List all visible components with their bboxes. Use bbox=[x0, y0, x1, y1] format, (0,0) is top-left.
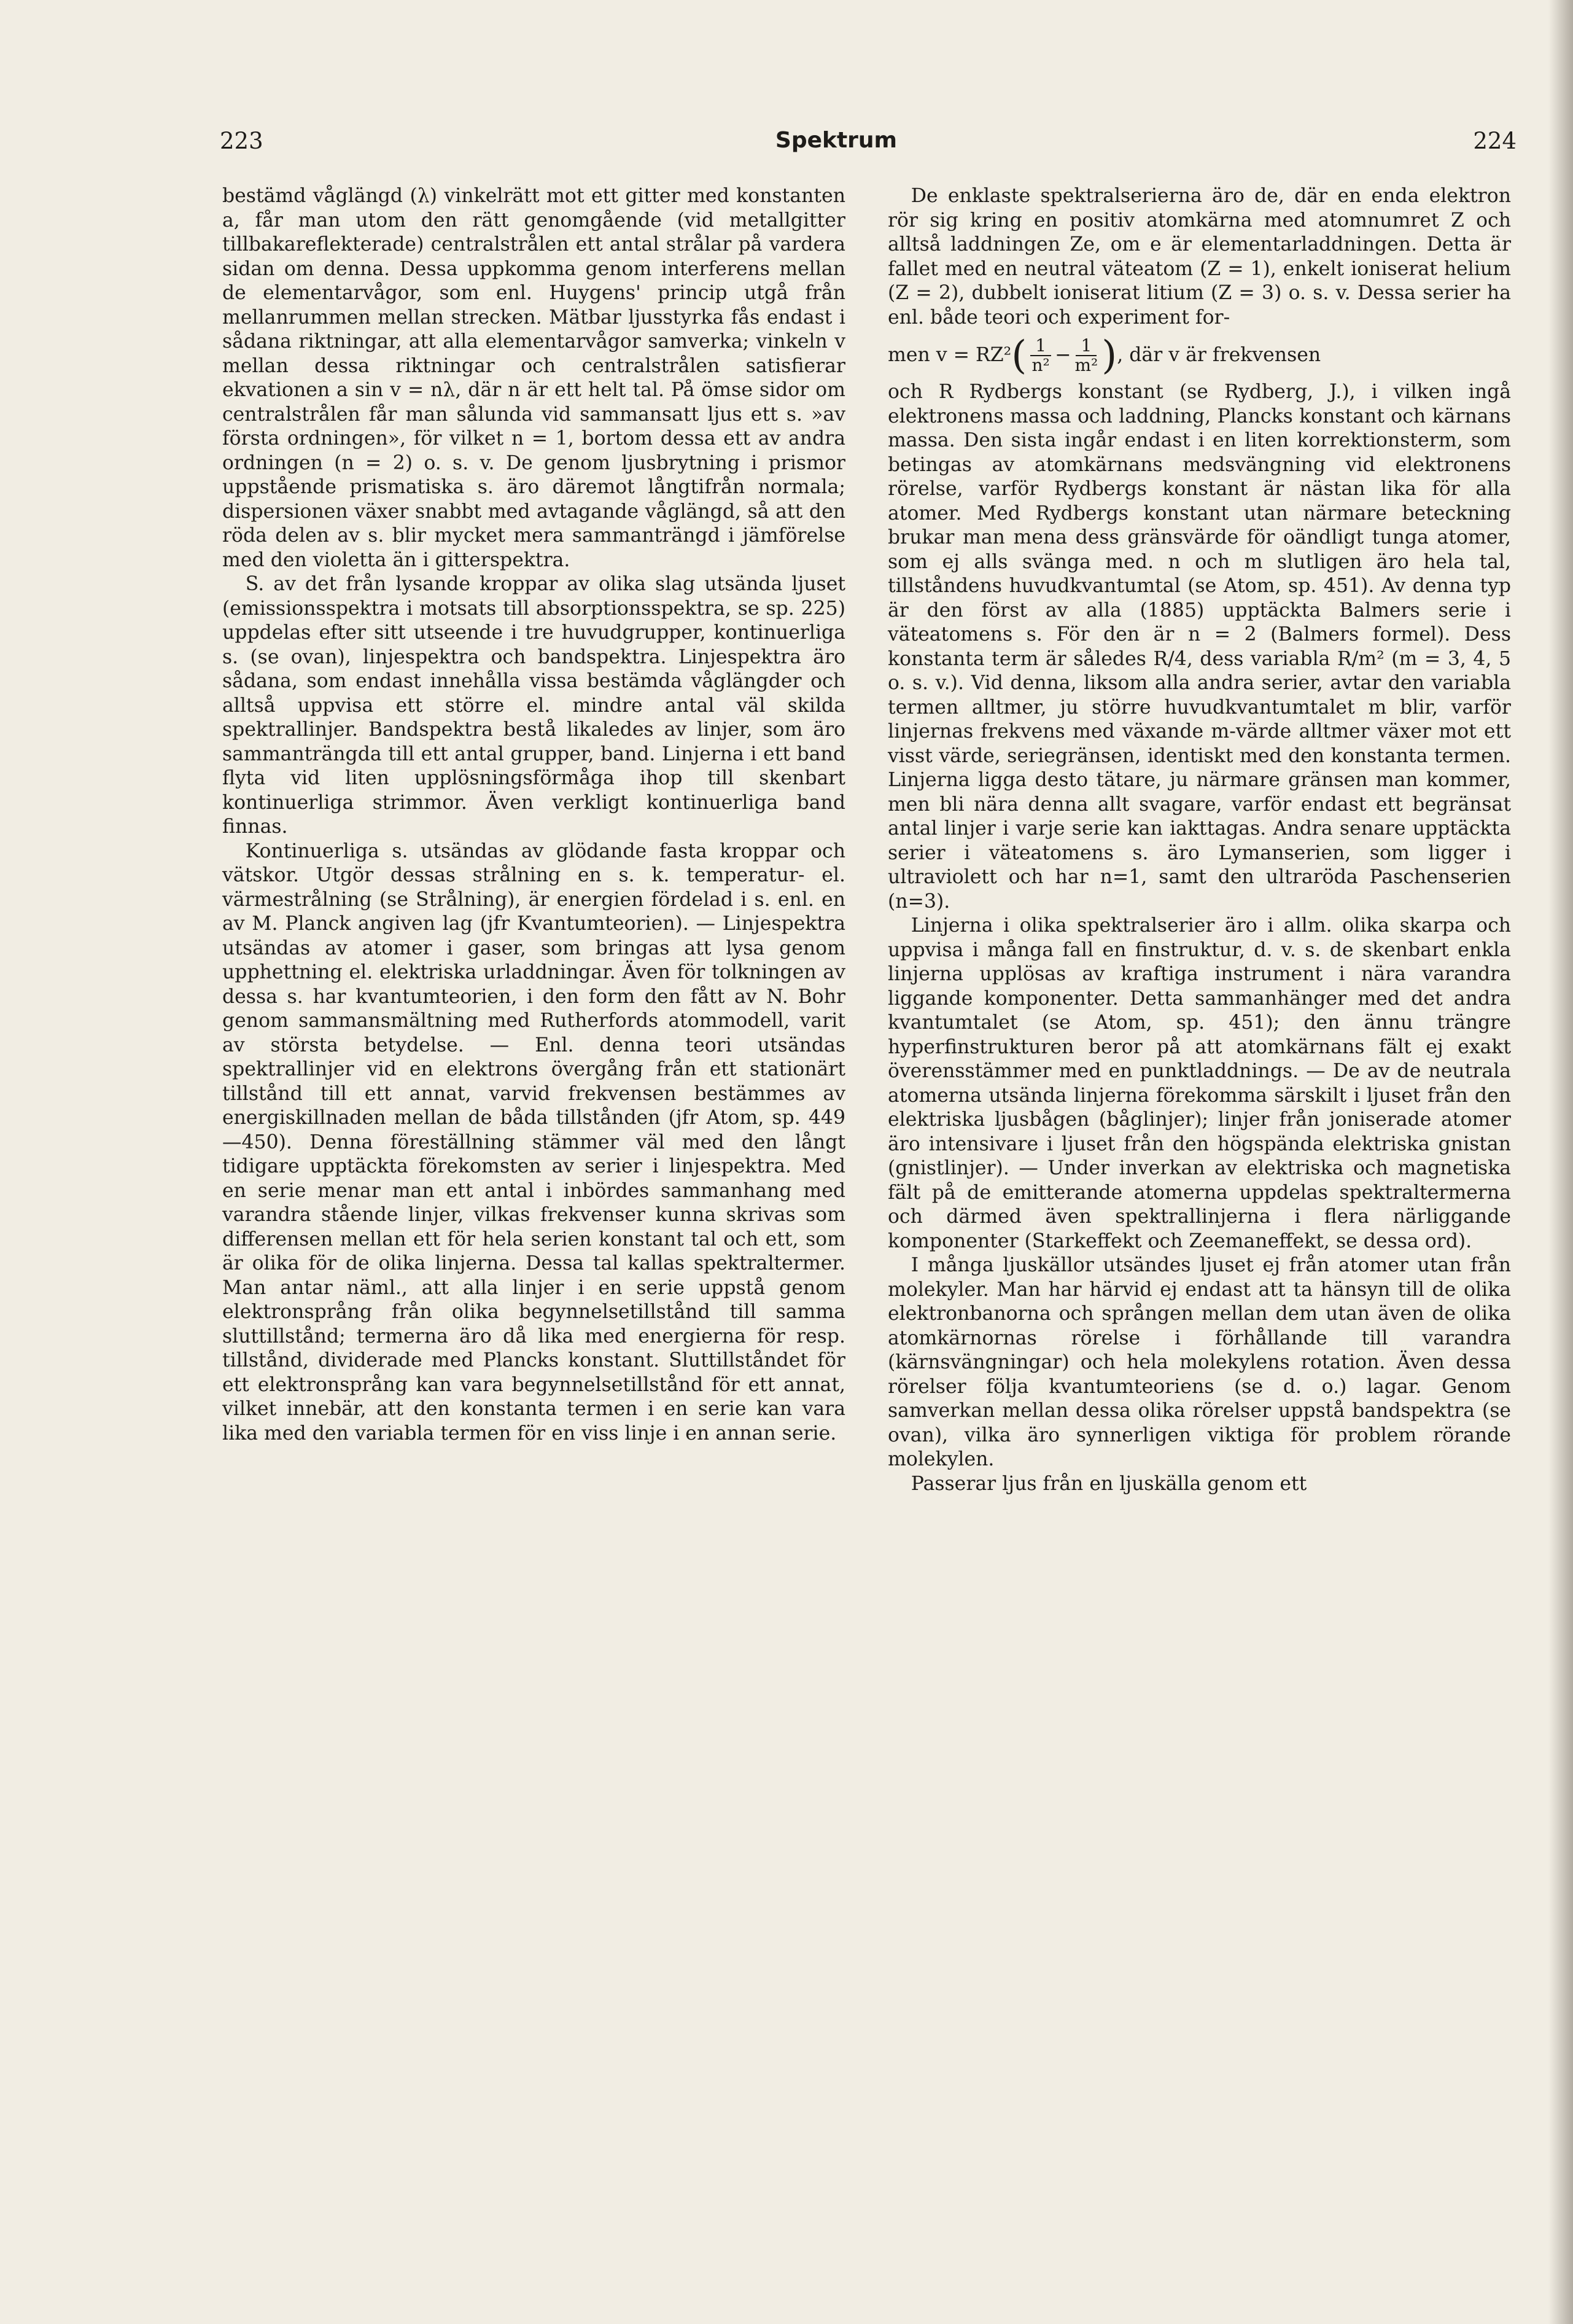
formula-minus: − bbox=[1055, 344, 1071, 367]
rydberg-formula bbox=[888, 333, 1511, 378]
page-number-left: 223 bbox=[220, 128, 263, 154]
paragraph: bestämd våglängd (λ) vinkelrätt mot ett gitter med konstanten a, får man utom den rätt genomgående (vid metallgitter tillbakareflekterade) centralstrålen ett antal strålar på vardera sidan om denna. Dessa uppkomma genom interferens mellan de elementarvågor, som enl. Huygens' princip utgå från mellanrummen mellan strecken. Mätbar ljusstyrka fås endast i sådana riktningar, att alla elementarvågor samverka; vinkeln v mellan dessa riktningar och centralstrålen satisfierar ekvationen a sin v = nλ, där n är ett helt tal. På ömse sidor om centralstrålen får man sålunda vid sammansatt ljus ett s. »av första ordningen», för vilket n = 1, bortom dessa ett av andra ordningen (n = 2) o. s. v. De genom ljusbrytning i prismor uppstående prismatiska s. äro däremot långtifrån normala; dispersionen växer snabbt med avtagande våglängd, så att den röda delen av s. blir mycket mera sammanträngd i jämförelse med den violetta än i gitterspektra. bbox=[222, 185, 845, 571]
formula-lead: men v = RZ² bbox=[888, 344, 1012, 367]
right-paren: ) bbox=[1101, 333, 1117, 378]
fraction-two bbox=[1074, 337, 1098, 375]
paragraph: De enklaste spektralserierna äro de, där en enda elektron rör sig kring en positiv atomkärna med atomnumret Z och alltså laddningen Ze, om e är elementarladdningen. Detta är fallet med en neutral väteatom (Z = 1), enkelt ioniserat helium (Z = 2), dubbelt ioniserat litium (Z = 3) o. s. v. Dessa serier ha enl. både teori och experiment for- bbox=[888, 185, 1511, 329]
left-paren: ( bbox=[1011, 333, 1027, 378]
formula-tail: , där v är frekvensen bbox=[1117, 344, 1321, 367]
page-title: Spektrum bbox=[775, 128, 898, 153]
fraction-denominator: n² bbox=[1031, 355, 1050, 375]
fraction-denominator: m² bbox=[1074, 355, 1098, 375]
fraction-one bbox=[1030, 337, 1051, 375]
paragraph: och R Rydbergs konstant (se Rydberg, J.), i vilken ingå elektronens massa och laddning, Plancks konstant och kärnans massa. Den sista ingår endast i en liten korrektionsterm, som betingas av atomkärnans medsvängning vid elektronens rörelse, varför Rydbergs konstant är nästan lika för alla atomer. Med Rydbergs konstant utan närmare beteckning brukar man mena dess gränsvärde för oändligt tunga atomer, som ej alls svänga med. n och m slutligen äro hela tal, tillståndens huvudkvantumtal (se Atom, sp. 451). Av denna typ är den först av alla (1885) upptäckta Balmers serie i väteatomens s. För den är n = 2 (Balmers formel). Dess konstanta term är således R/4, dess variabla R/m² (m = 3, 4, 5 o. s. v.). Vid denna, liksom alla andra serier, avtar den variabla termen alltmer, ju större huvudkvantumtalet m blir, varför linjernas frekvens med växande m-värde alltmer växer mot ett visst värde, seriegränsen, identiskt med den konstanta termen. Linjerna ligga desto tätare, ju närmare gränsen man kommer, men bli nära denna allt svagare, varför endast ett begränsat antal linjer i varje serie kan iakttagas. Andra senare upptäckta serier i väteatomens s. äro Lymanserien, som ligger i ultraviolett och har n=1, samt den ultraröda Paschenserien (n=3). bbox=[888, 381, 1511, 913]
right-column bbox=[888, 184, 1511, 1496]
left-column bbox=[222, 184, 845, 1446]
paragraph: S. av det från lysande kroppar av olika slag utsända ljuset (emissionsspektra i motsats till absorptionsspektra, se sp. 225) uppdelas efter sitt utseende i tre huvudgrupper, kontinuerliga s. (se ovan), linjespektra och bandspektra. Linjespektra äro sådana, som endast innehålla vissa bestämda våglängder och alltså uppvisa ett större el. mindre antal väl skilda spektrallinjer. Bandspektra bestå likaledes av linjer, som äro sammanträngda till ett antal grupper, band. Linjerna i ett band flyta vid liten upplösningsförmåga ihop till skenbart kontinuerliga strimmor. Även verkligt kontinuerliga band finnas. bbox=[222, 573, 845, 838]
paragraph: Kontinuerliga s. utsändas av glödande fasta kroppar och vätskor. Utgör dessas strålning en s. k. temperatur- el. värmestrålning (se Strålning), är energien fördelad i s. enl. en av M. Planck angiven lag (jfr Kvantumteorien). — Linjespektra utsändas av atomer i gaser, som bringas att lysa genom upphettning el. elektriska urladdningar. Även för tolkningen av dessa s. har kvantumteorien, i den form den fått av N. Bohr genom sammansmältning med Rutherfords atommodell, varit av största betydelse. — Enl. denna teori utsändas spektrallinjer vid en elektrons övergång från ett stationärt tillstånd till ett annat, varvid frekvensen bestämmes av energiskillnaden mellan de båda tillstånden (jfr Atom, sp. 449—450). Denna föreställning stämmer väl med den långt tidigare upptäckta förekomsten av serier i linjespektra. Med en serie menar man ett antal i inbördes sammanhang med varandra stående linjer, vilkas frekvenser kunna skrivas som differensen mellan ett för hela serien konstant tal och ett, som är olika för de olika linjerna. Dessa tal kallas spektraltermer. Man antar näml., att alla linjer i en serie uppstå genom elektronsprång från olika begynnelsetillstånd till samma sluttillstånd; termerna äro då lika med energierna för resp. tillstånd, dividerade med Plancks konstant. Sluttillståndet för ett elektronsprång kan vara begynnelsetillstånd för ett annat, vilket innebär, att den konstanta termen i en serie kan vara lika med den variabla termen för en viss linje i en annan serie. bbox=[222, 840, 845, 1445]
fraction-numerator: 1 bbox=[1076, 337, 1097, 356]
paragraph: Passerar ljus från en ljuskälla genom ett bbox=[911, 1472, 1307, 1495]
paragraph: Linjerna i olika spektralserier äro i allm. olika skarpa och uppvisa i många fall en finstruktur, d. v. s. de skenbart enkla linjerna upplösas av kraftiga instrument i nära varandra liggande komponenter. Detta sammanhänger med det andra kvantumtalet (se Atom, sp. 451); den ännu trängre hyperfinstrukturen beror på att atomkärnans fält ej exakt överensstämmer med en punktladdnings. — De av de neutrala atomerna utsända linjerna förekomma särskilt i ljuset från den elektriska ljusbågen (båglinjer); linjer från joniserade atomer äro intensivare i ljuset från den högspända elektriska gnistan (gnistlinjer). — Under inverkan av elektriska och magnetiska fält på de emitterande atomerna uppdelas spektraltermerna och därmed även spektrallinjerna i flera närliggande komponenter (Starkeffekt och Zeemaneffekt, se dessa ord). bbox=[888, 914, 1511, 1252]
page-edge-shadow bbox=[1548, 0, 1573, 2324]
page-number-right: 224 bbox=[1473, 128, 1517, 154]
fraction-numerator: 1 bbox=[1030, 337, 1051, 356]
paragraph: I många ljuskällor utsändes ljuset ej från atomer utan från molekyler. Man har härvid ej endast att ta hänsyn till de olika elektronbanorna och sprången mellan dem utan även de olika atomkärnornas rörelse i förhållande till varandra (kärnsvängningar) och hela molekylens rotation. Även dessa rörelser följa kvantumteoriens (se d. o.) lagar. Genom samverkan mellan dessa olika rörelser uppstå bandspektra (se ovan), vilka äro synnerligen viktiga för problem rörande molekylen. bbox=[888, 1254, 1511, 1470]
